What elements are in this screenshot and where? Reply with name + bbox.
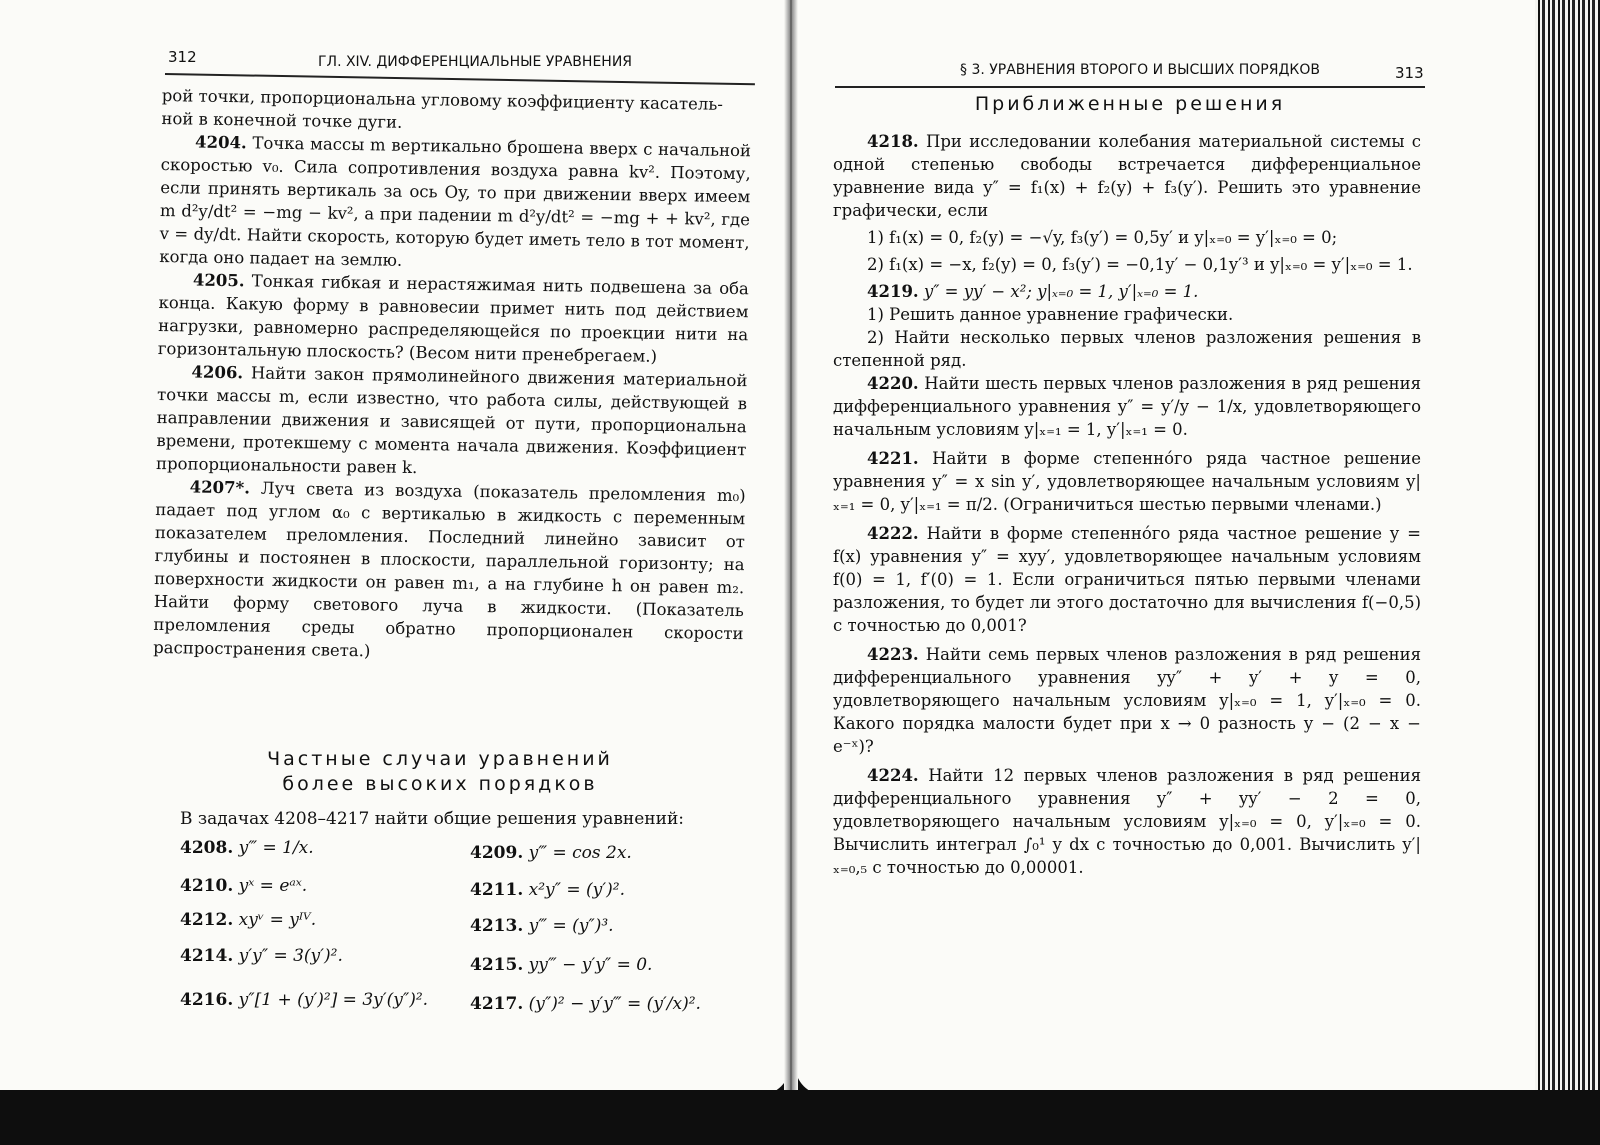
problem-4205: 4205. Тонкая гибкая и нерастяжимая нить подвешена за оба конца. Какую форму в равновесии примет нить под действием нагрузки, равномерно распределяющейся по проекции нити на горизонтальную плоскость? (Весом нити пренебрегаем.)	[157, 270, 750, 366]
problem-4219-part1: 1) Решить данное уравнение графически.	[867, 305, 1234, 324]
problem-4223: 4223. Найти семь первых членов разложения в ряд решения дифференциального уравнения yy″ + y′ + y = 0, удовлетворяющего начальным условиям y|ₓ₌₀ = 1, y′|ₓ₌₀ = 0. Какого порядка малости будет при x → 0 разность y − (2 − x − e⁻ˣ)?	[833, 645, 1421, 756]
problem-4222: 4222. Найти в форме степенно́го ряда частное решение y = f(x) уравнения y″ = xyy′, удовлетворяющее начальным условиям f(0) = 1, f′(0) = 1. Если ограничиться пятью первыми членами разложения, то будет ли этого достаточно для вычисления f(−0,5) с точностью до 0,001?	[833, 524, 1421, 635]
problem-4211: 4211. x²y″ = (y′)².	[470, 880, 625, 900]
left-text-block	[153, 84, 752, 668]
intro-line: В задачах 4208–4217 найти общие решения уравнений:	[180, 809, 685, 829]
problem-4216: 4216. y″[1 + (y′)²] = 3y′(y″)².	[180, 990, 429, 1010]
problem-4218-case1: 1) f₁(x) = 0, f₂(y) = −√y, f₃(y′) = 0,5y′ и y|ₓ₌₀ = y′|ₓ₌₀ = 0;	[867, 228, 1338, 247]
problem-4214: 4214. y′y″ = 3(y′)².	[180, 946, 343, 966]
section-title-line1: Частные случаи уравнений	[267, 748, 613, 770]
right-text-block	[833, 130, 1421, 879]
problem-4221: 4221. Найти в форме степенно́го ряда частное решение уравнения y″ = x sin y′, удовлетворяющее начальным условиям y|ₓ₌₁ = 0, y′|ₓ₌₁ = π/2. (Ограничиться шестью первыми членами.)	[833, 449, 1421, 514]
problem-4215: 4215. yy‴ − y′y″ = 0.	[470, 955, 653, 975]
problem-4212: 4212. xyᵛ = yᴵⱽ.	[180, 910, 317, 930]
problem-4209: 4209. y‴ = cos 2x.	[470, 843, 632, 863]
continued-text: рой точки, пропорциональна угловому коэффициенту касатель- ной в конечной точке дуги.	[161, 85, 724, 132]
problem-4219: 4219. y″ = yy′ − x²; y|ₓ₌₀ = 1, y′|ₓ₌₀ = 1.	[867, 282, 1199, 301]
right-page	[795, 0, 1555, 1095]
problem-4213: 4213. y‴ = (y″)³.	[470, 916, 614, 936]
page-number-right: 313	[1395, 64, 1424, 82]
section-title-right: Приближенные решения	[974, 93, 1286, 115]
left-page	[0, 0, 790, 1095]
problem-4218-case2: 2) f₁(x) = −x, f₂(y) = 0, f₃(y′) = −0,1y′ − 0,1y′³ и y|ₓ₌₀ = y′|ₓ₌₀ = 1.	[867, 255, 1413, 274]
page-edges	[1535, 0, 1600, 1145]
scan-shadow	[0, 1090, 1600, 1145]
problem-4207: 4207*. Луч света из воздуха (показатель преломления m₀) падает под углом α₀ с вертикалью в жидкость с переменным показателем преломления. Последний линейно зависит от глубины и постоянен в плоскости, параллельной горизонту; на поверхности жидкости он равен m₁, а на глубине h он равен m₂. Найти форму светового луча в жидкости. (Показатель преломления среды обратно пропорционален скорости распространения света.)	[152, 477, 746, 661]
problem-4218: 4218. При исследовании колебания материальной системы с одной степенью свободы встречается дифференциальное уравнение вида y″ = f₁(x) + f₂(y) + f₃(y′). Решить это уравнение графически, если	[833, 132, 1421, 220]
header-rule-right	[835, 86, 1425, 88]
book-gutter	[784, 0, 798, 1100]
problem-4210: 4210. yˣ = eᵃˣ.	[180, 876, 308, 896]
header-rule-left	[165, 73, 755, 85]
problem-4204: 4204. Точка массы m вертикально брошена вверх с начальной скоростью v₀. Сила сопротивления воздуха равна kv². Поэтому, если принять вертикаль за ось Oy, то при движении вверх имеем m d²y/dt² = −mg − kv², а при падении m d²y/dt² = −mg + + kv², где v = dy/dt. Найти скорость, которую будет иметь тело в тот момент, когда оно падает на землю.	[159, 132, 752, 270]
running-head-left: ГЛ. XIV. ДИФФЕРЕНЦИАЛЬНЫЕ УРАВНЕНИЯ	[318, 54, 633, 70]
problem-4217: 4217. (y″)² − y′y‴ = (y′/x)².	[470, 994, 701, 1014]
page-number-left: 312	[168, 48, 197, 66]
problem-4220: 4220. Найти шесть первых членов разложения в ряд решения дифференциального уравнения y″ = y′/y − 1/x, удовлетворяющего начальным условиям y|ₓ₌₁ = 1, y′|ₓ₌₁ = 0.	[833, 374, 1421, 439]
running-head-right: § 3. УРАВНЕНИЯ ВТОРОГО И ВЫСШИХ ПОРЯДКОВ	[960, 62, 1320, 78]
problem-4224: 4224. Найти 12 первых членов разложения в ряд решения дифференциального уравнения y″ + yy′ − 2 = 0, удовлетворяющего начальным условиям y|ₓ₌₀ = 0, y′|ₓ₌₀ = 0. Вычислить интеграл ∫₀¹ y dx с точностью до 0,001. Вычислить y′|ₓ₌₀,₅ с точностью до 0,00001.	[833, 766, 1422, 877]
problem-4219-part2: 2) Найти несколько первых членов разложения решения в степенной ряд.	[833, 328, 1421, 370]
problem-4206: 4206. Найти закон прямолинейного движения материальной точки массы m, если известно, что работа силы, действующей в направлении движения и зависящей от пути, пропорциональна времени, протекшему с момента начала движения. Коэффициент пропорциональности равен k.	[155, 362, 748, 478]
problem-4208: 4208. y‴ = 1/x.	[180, 838, 314, 858]
section-title-line2: более высоких порядков	[282, 773, 598, 795]
